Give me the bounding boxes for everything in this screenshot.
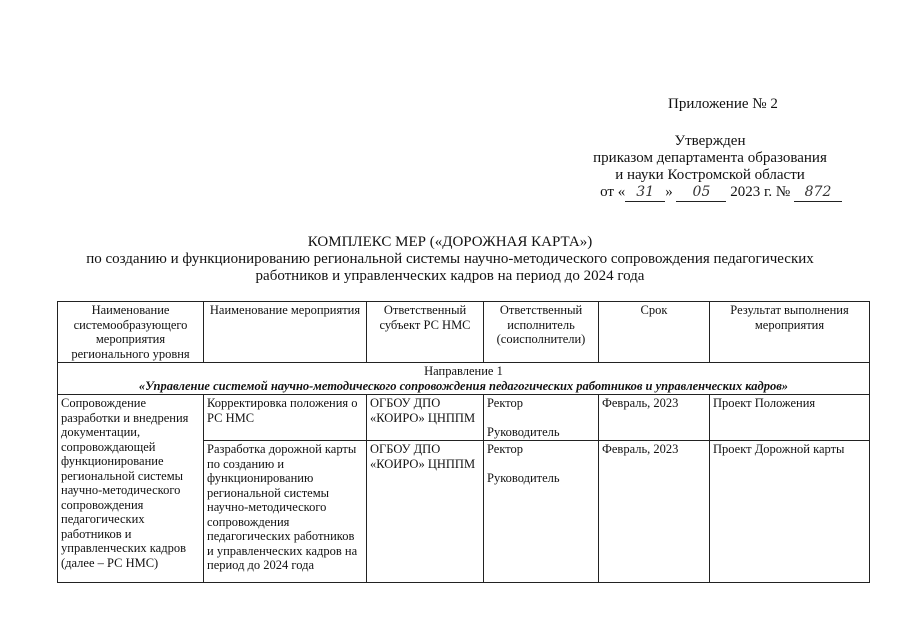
subject-cell: ОГБОУ ДПО «КОИРО» ЦНППМ [367,395,484,441]
order-year: 2023 г. № [730,184,791,200]
roadmap-table [57,301,870,583]
deadline-cell: Февраль, 2023 [599,441,710,583]
system-event-cell: Сопровождение разработки и внедрения документации, сопровождающей функционирование региональной системы научно-методического сопровождения педагогических работников и управленческих кадров (далее – РС НМС) [58,395,204,583]
order-mid: » [665,184,673,200]
order-day: 31 [625,184,665,202]
approval-block [560,133,860,202]
header-subject: Ответственный субъект РС НМС [367,302,484,363]
deadline-cell: Февраль, 2023 [599,395,710,441]
direction-name: «Управление системой научно-методического сопровождения педагогических работников и управленческих кадров» [138,378,789,393]
approved-title: Утвержден [674,133,746,149]
table-row [58,395,870,441]
approved-line-1: приказом департамента образования [593,150,827,166]
executor-cell [484,395,599,441]
header-system-event: Наименование системообразующего мероприятия регионального уровня [58,302,204,363]
direction-cell [58,363,870,395]
executor-secondary: Руководитель [487,424,560,439]
executor-primary: Ректор [487,396,524,410]
appendix-label: Приложение № 2 [668,96,778,112]
header-executor: Ответственный исполнитель (соисполнители) [484,302,599,363]
order-number: 872 [794,184,842,202]
direction-row [58,363,870,395]
header-event: Наименование мероприятия [204,302,367,363]
result-cell: Проект Дорожной карты [710,441,870,583]
executor-secondary: Руководитель [487,470,560,485]
title-line-3: работников и управленческих кадров на период до 2024 года [255,268,645,284]
direction-label: Направление 1 [424,364,503,378]
subject-cell: ОГБОУ ДПО «КОИРО» ЦНППМ [367,441,484,583]
executor-cell [484,441,599,583]
event-cell: Корректировка положения о РС НМС [204,395,367,441]
order-prefix: от « [600,184,626,200]
executor-primary: Ректор [487,442,524,456]
order-line [560,184,860,202]
approved-line-2: и науки Костромской области [615,167,805,183]
header-result: Результат выполнения мероприятия [710,302,870,363]
result-cell: Проект Положения [710,395,870,441]
title-line-2: по созданию и функционированию региональной системы научно-методического сопровождения педагогических [86,251,814,267]
document-title [40,234,860,285]
event-cell: Разработка дорожной карты по созданию и функционированию региональной системы научно-методического сопровождения педагогических работников и управленческих кадров на период до 2024 года [204,441,367,583]
header-deadline: Срок [599,302,710,363]
title-line-1: КОМПЛЕКС МЕР («ДОРОЖНАЯ КАРТА») [307,234,593,250]
order-month: 05 [676,184,726,202]
table-header-row [58,302,870,363]
